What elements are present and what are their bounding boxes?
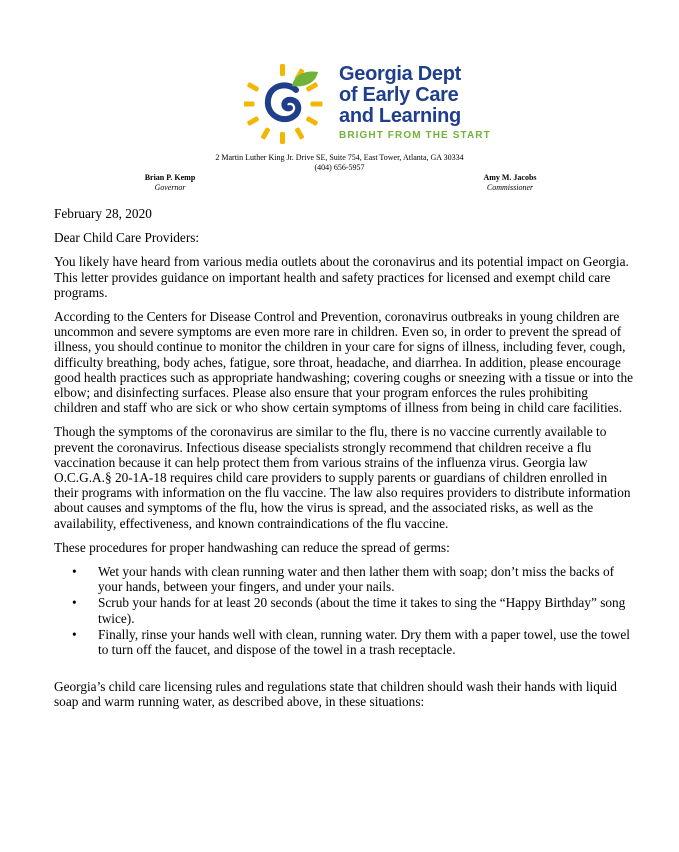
list-item-text: Wet your hands with clean running water and then lather them with soap; don’t miss the backs of your hands, between your fingers, and under your nails. <box>98 564 615 595</box>
letter-body <box>54 206 634 719</box>
bullet-icon: • <box>72 626 77 642</box>
bullet-icon: • <box>72 595 77 611</box>
paragraph-handwashing-intro: These procedures for proper handwashing can reduce the spread of germs: <box>54 539 450 555</box>
commissioner-title: Commissioner <box>486 183 534 192</box>
sun-leaf-logo-icon <box>244 64 330 144</box>
list-item <box>54 595 634 625</box>
paragraph-cdc: According to the Centers for Disease Control and Prevention, coronavirus outbreaks in young children are uncommon and severe symptoms are even more rare in children. Even so, in order to prevent the spread of illness, you should continue to monitor the children in your care for signs of illness, including fever, cough, difficulty breathing, body aches, fatigue, sore throat, headache, and diarrhea. In addition, please encourage good health practices such as appropriate handwashing; covering coughs or sneezing with a tissue or into the elbow; and disinfecting surfaces. Please also ensure that your program enforces the rules prohibiting children and staff who are sick or who show certain symptoms of illness from being in child care facilities. <box>54 309 633 416</box>
governor-name: Brian P. Kemp <box>144 173 196 182</box>
org-name-line-3: and Learning <box>339 105 461 127</box>
list-item <box>54 564 634 594</box>
governor-block <box>130 173 210 193</box>
org-name-line-1: Georgia Dept <box>339 63 461 85</box>
decal-logo <box>244 64 494 148</box>
handwashing-steps-list <box>54 564 634 657</box>
letter-salutation: Dear Child Care Providers: <box>54 230 200 246</box>
org-name-line-2: of Early Care <box>339 84 459 106</box>
address-phone: (404) 656-5957 <box>314 163 365 172</box>
commissioner-block <box>465 173 555 193</box>
letter-date: February 28, 2020 <box>54 206 152 221</box>
list-item-text: Finally, rinse your hands well with clean, running water. Dry them with a paper towel, use the towel to turn off the faucet, and dispose of the towel in a trash receptacle. <box>98 626 630 658</box>
list-item <box>54 627 634 657</box>
paragraph-flu: Though the symptoms of the coronavirus are similar to the flu, there is no vaccine currently available to prevent the coronavirus. Infectious disease specialists strongly recommend that children receive a flu vaccination because it can help protect them from various strains of the influenza virus. Georgia law O.C.G.A.§ 20-1A-18 requires child care providers to supply parents or guardians of children enrolled in their programs with information on the flu vaccine. The law also requires providers to distribute information about causes and symptoms of the flu, how the virus is spread, and the associated risks, as well as the availability, effectiveness, and known contraindications of the flu vaccine. <box>54 424 631 531</box>
commissioner-name: Amy M. Jacobs <box>483 173 537 182</box>
governor-title: Governor <box>154 183 186 192</box>
paragraph-intro: You likely have heard from various media outlets about the coronavirus and its potential impact on Georgia. This letter provides guidance on important health and safety practices for licensed and exempt child care programs. <box>54 254 629 300</box>
address-street: 2 Martin Luther King Jr. Drive SE, Suite 754, East Tower, Atlanta, GA 30334 <box>215 153 464 162</box>
letterhead-address <box>0 153 679 173</box>
org-name-block <box>339 64 499 141</box>
bullet-icon: • <box>72 564 77 580</box>
list-item-text: Scrub your hands for at least 20 seconds (about the time it takes to sing the “Happy Birthday” song twice). <box>98 595 626 626</box>
paragraph-licensing-rules: Georgia’s child care licensing rules and regulations state that children should wash their hands with liquid soap and warm running water, as described above, in these situations: <box>54 679 617 710</box>
org-tagline: BRIGHT FROM THE START <box>339 130 491 141</box>
